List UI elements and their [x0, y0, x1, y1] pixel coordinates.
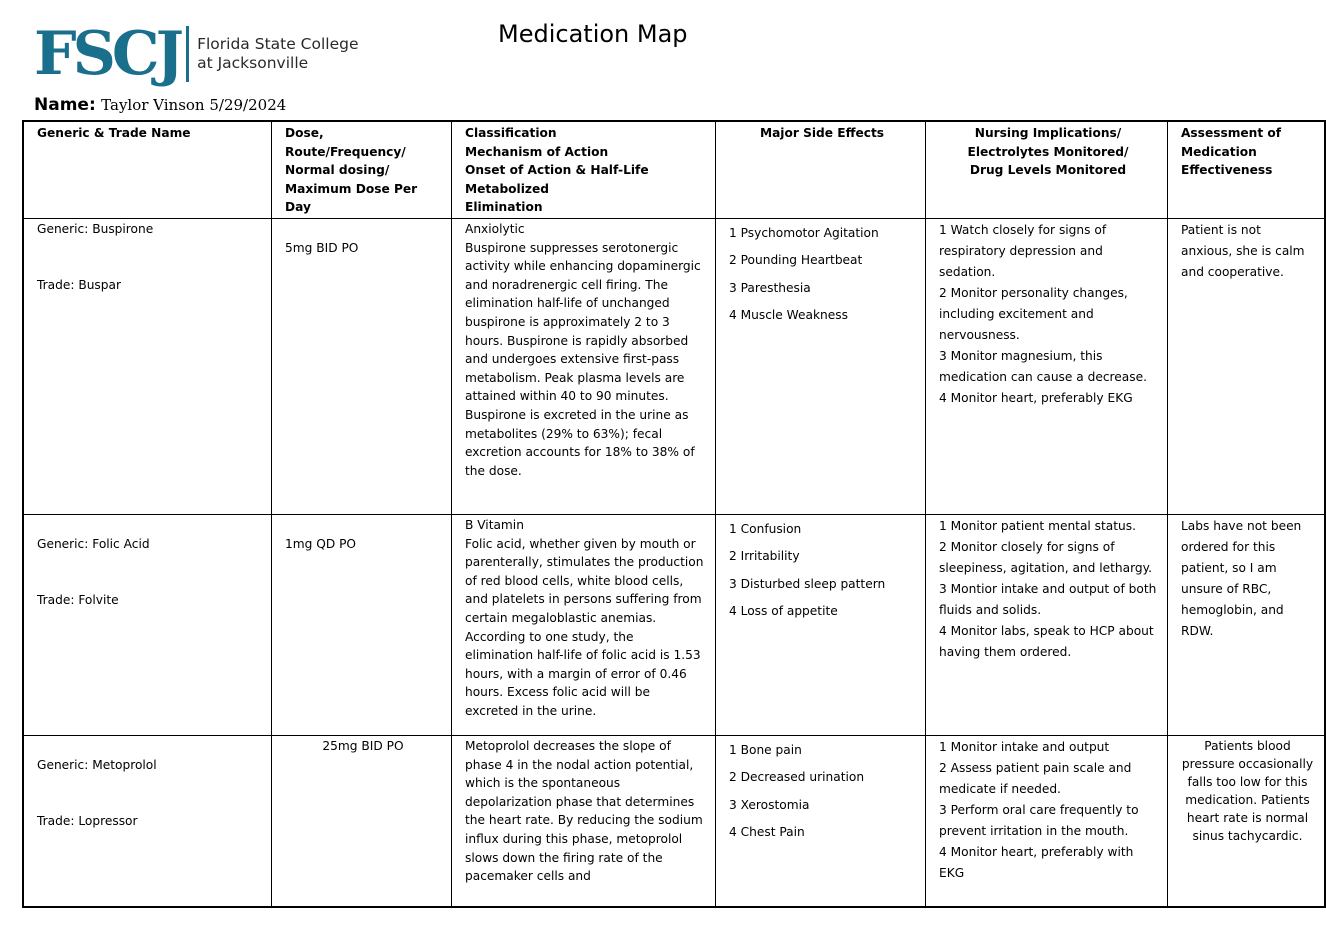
nursing-item: 2 Monitor personality changes, including excitement and nervousness.: [939, 285, 1128, 342]
nursing-item: 1 Monitor intake and output: [939, 739, 1110, 754]
dose-value: 5mg BID PO: [285, 240, 359, 255]
nursing-item: 4 Monitor labs, speak to HCP about having them ordered.: [939, 623, 1154, 659]
side-effect: 4 Muscle Weakness: [729, 308, 848, 323]
name-cell: [23, 514, 272, 735]
trade-name: Trade: Buspar: [37, 277, 121, 292]
medication-table: [22, 120, 1326, 908]
table-row: [23, 218, 1325, 514]
nursing-cell: [926, 218, 1168, 514]
nursing-item: 2 Monitor closely for signs of sleepiness, agitation, and lethargy.: [939, 539, 1152, 575]
table-row: [23, 514, 1325, 735]
nursing-item: 1 Watch closely for signs of respiratory depression and sedation.: [939, 222, 1107, 279]
name-cell: [23, 735, 272, 907]
side-effect: 2 Irritability: [729, 549, 800, 564]
classification-cell: B Vitamin Folic acid, whether given by mouth or parenterally, stimulates the production of red blood cells, white blood cells, and platelets in persons suffering from certain megaloblastic anemias. According to one study, the elimination half-life of folic acid is 1.53 hours, with a margin of error of 0.46 hours. Excess folic acid will be excreted in the urine.: [452, 514, 716, 735]
trade-name: Trade: Lopressor: [37, 813, 138, 828]
nursing-item: 3 Perform oral care frequently to prevent irritation in the mouth.: [939, 802, 1139, 838]
assessment-cell: [1168, 735, 1326, 907]
logo-divider: [186, 26, 189, 82]
nursing-item: 4 Monitor heart, preferably EKG: [939, 390, 1133, 405]
column-header-classification: Classification Mechanism of Action Onset of Action & Half-Life Metabolized Elimination: [452, 121, 716, 218]
nursing-item: 3 Montior intake and output of both fluids and solids.: [939, 581, 1157, 617]
column-header-assessment: Assessment of Medication Effectiveness: [1168, 121, 1326, 218]
side-effect: 1 Bone pain: [729, 742, 802, 757]
nursing-item: 4 Monitor heart, preferably with EKG: [939, 844, 1134, 880]
side-effect: 3 Xerostomia: [729, 797, 810, 812]
college-line-1: Florida State College: [197, 35, 359, 53]
side-effect: 3 Disturbed sleep pattern: [729, 576, 886, 591]
college-line-2: at Jacksonville: [197, 54, 309, 72]
name-line: [34, 95, 286, 115]
table-row: [23, 735, 1325, 907]
dose-cell: [272, 218, 452, 514]
side-effect: 1 Psychomotor Agitation: [729, 225, 879, 240]
column-header-side-effects: Major Side Effects: [716, 121, 926, 218]
side-effect: 4 Chest Pain: [729, 825, 805, 840]
dose-value: 25mg BID PO: [322, 738, 404, 753]
nursing-item: 3 Monitor magnesium, this medication can cause a decrease.: [939, 348, 1147, 384]
dose-cell: [272, 514, 452, 735]
classification-cell: Anxiolytic Buspirone suppresses serotonergic activity while enhancing dopaminergic and noradrenergic cell firing. The elimination half-life of unchanged buspirone is approximately 2 to 3 hours. Buspirone is rapidly absorbed and undergoes extensive first-pass metabolism. Peak plasma levels are attained within 40 to 90 minutes. Buspirone is excreted in the urine as metabolites (29% to 63%); fecal excretion accounts for 18% to 38% of the dose.: [452, 218, 716, 514]
side-effect: 1 Confusion: [729, 521, 802, 536]
name-label: Name:: [34, 95, 96, 115]
classification-cell: Metoprolol decreases the slope of phase 4 in the nodal action potential, which is the spontaneous depolarization phase that determines the heart rate. By reducing the sodium influx during this phase, metoprolol slows down the firing rate of the pacemaker cells and: [452, 735, 716, 907]
side-effects-cell: [716, 514, 926, 735]
nursing-cell: [926, 735, 1168, 907]
nursing-item: 1 Monitor patient mental status.: [939, 518, 1136, 533]
nursing-cell: [926, 514, 1168, 735]
logo-mark: FSCJ: [34, 19, 181, 89]
assessment-text: Patient is not anxious, she is calm and cooperative.: [1181, 222, 1305, 279]
generic-name: Generic: Metoprolol: [37, 757, 157, 772]
column-header-name: Generic & Trade Name: [23, 121, 272, 218]
dose-value: 1mg QD PO: [285, 536, 357, 551]
side-effects-cell: [716, 218, 926, 514]
dose-cell: [272, 735, 452, 907]
assessment-cell: [1168, 514, 1326, 735]
nursing-item: 2 Assess patient pain scale and medicate if needed.: [939, 760, 1132, 796]
college-logo: [34, 19, 359, 89]
assessment-text: Patients blood pressure occasionally falls too low for this medication. Patients heart rate is normal sinus tachycardic.: [1181, 738, 1314, 843]
assessment-cell: [1168, 218, 1326, 514]
side-effect: 2 Decreased urination: [729, 770, 865, 785]
generic-name: Generic: Buspirone: [37, 221, 154, 236]
side-effect: 3 Paresthesia: [729, 280, 811, 295]
side-effect: 2 Pounding Heartbeat: [729, 253, 863, 268]
trade-name: Trade: Folvite: [37, 592, 119, 607]
column-header-nursing: Nursing Implications/ Electrolytes Monitored/ Drug Levels Monitored: [926, 121, 1168, 218]
table-header-row: [23, 121, 1325, 218]
name-cell: [23, 218, 272, 514]
page-title: Medication Map: [498, 20, 688, 48]
generic-name: Generic: Folic Acid: [37, 536, 150, 551]
name-value: Taylor Vinson 5/29/2024: [101, 96, 287, 114]
column-header-dose: Dose, Route/Frequency/ Normal dosing/ Maximum Dose Per Day: [272, 121, 452, 218]
logo-text: [197, 35, 358, 73]
assessment-text: Labs have not been ordered for this patient, so I am unsure of RBC, hemoglobin, and RDW.: [1181, 518, 1302, 638]
side-effects-cell: [716, 735, 926, 907]
side-effect: 4 Loss of appetite: [729, 604, 838, 619]
